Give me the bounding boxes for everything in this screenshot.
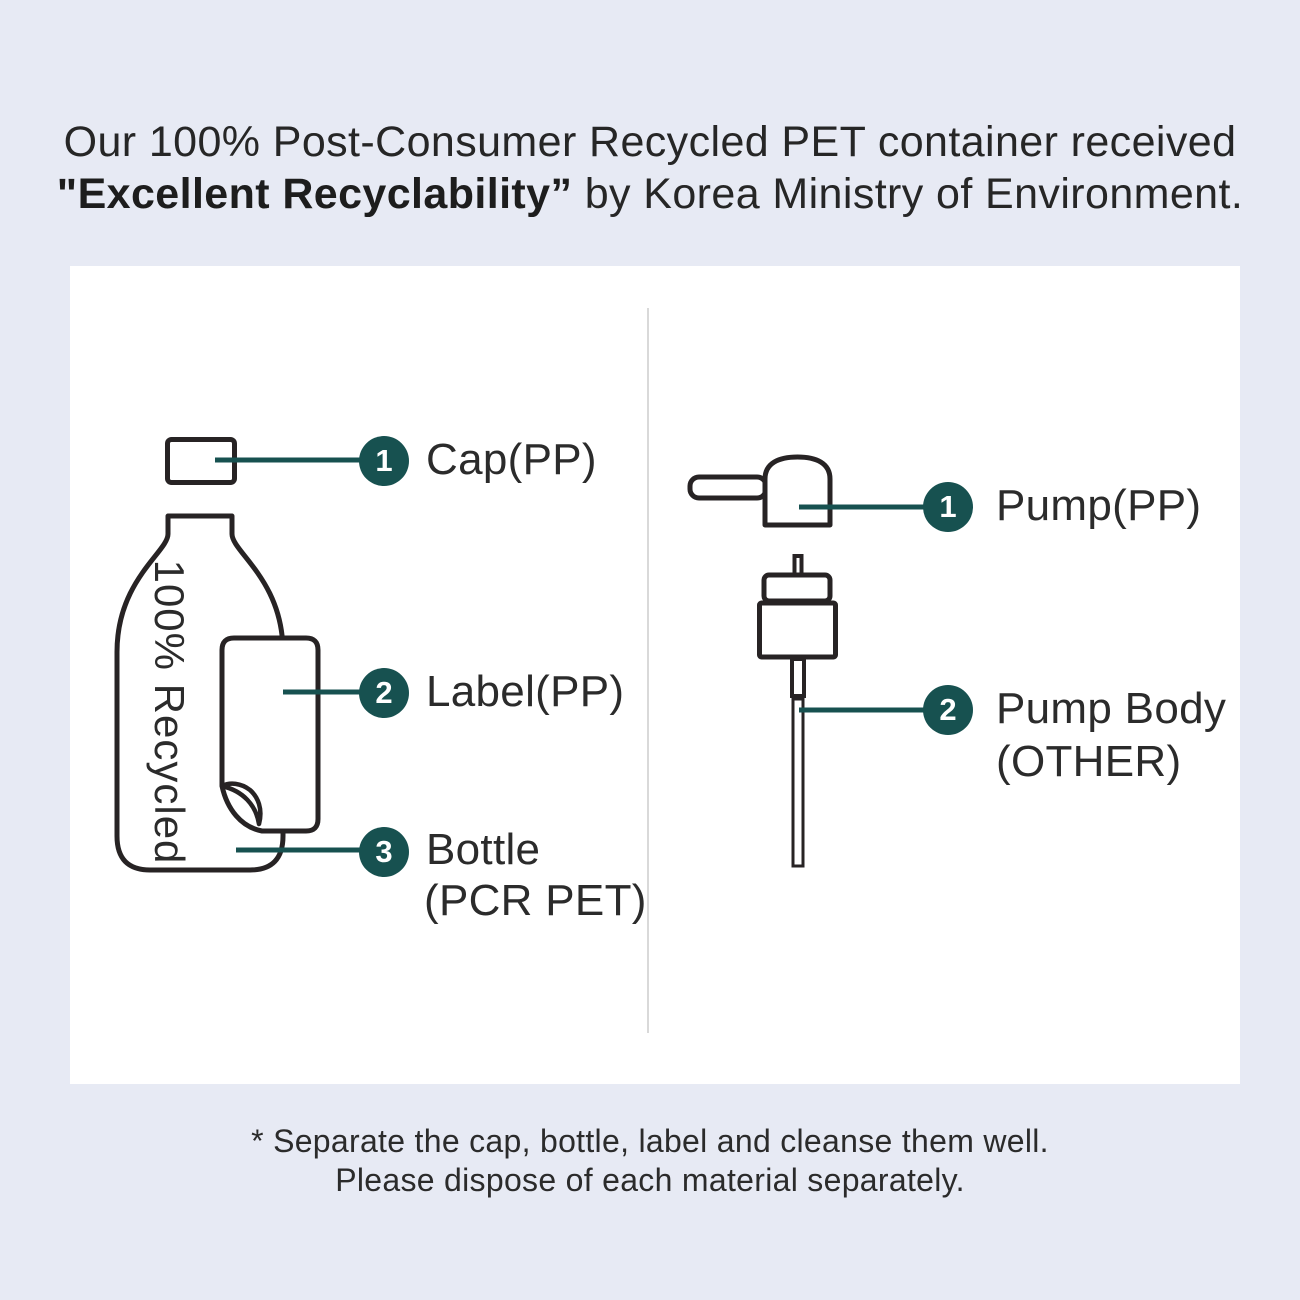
footer-line1: * Separate the cap, bottle, label and cleanse them well. [251, 1123, 1049, 1159]
callout-badge-cap [359, 436, 409, 486]
callout-badge-pump-body [923, 685, 973, 735]
callout-label-bottle-material: (PCR PET) [424, 876, 647, 926]
callout-label-cap: Cap(PP) [426, 435, 597, 485]
pump-tube-illustration [793, 699, 803, 866]
callout-number: 1 [375, 443, 393, 478]
callout-number: 2 [939, 692, 957, 727]
pump-connector-illustration [792, 659, 804, 696]
pump-cap-illustration [764, 575, 830, 601]
header-line2-rest: by Korea Ministry of Environment. [572, 170, 1244, 218]
callout-label-pump-body-material: (OTHER) [996, 737, 1182, 787]
callout-label-pump-body: Pump Body [996, 684, 1227, 734]
callout-number: 3 [375, 834, 393, 869]
callout-badge-pump [923, 482, 973, 532]
label-illustration [222, 638, 318, 831]
callout-number: 1 [939, 489, 957, 524]
bottle-recycled-text: 100% Recycled [146, 559, 193, 865]
callout-badge-label [359, 668, 409, 718]
footer-note [0, 1122, 1300, 1200]
callout-badge-bottle [359, 827, 409, 877]
pump-body-illustration [760, 603, 836, 657]
header-line2-bold: "Excellent Recyclability” [56, 170, 573, 218]
footer-line2: Please dispose of each material separately. [335, 1162, 965, 1198]
callout-number: 2 [375, 675, 393, 710]
callout-label-pump: Pump(PP) [996, 481, 1202, 531]
pump-spout-illustration [690, 477, 766, 498]
callout-label-bottle: Bottle [426, 825, 541, 875]
header-line1: Our 100% Post-Consumer Recycled PET container received [63, 118, 1237, 166]
pump-head-illustration [765, 457, 830, 525]
callout-label-label: Label(PP) [426, 667, 625, 717]
